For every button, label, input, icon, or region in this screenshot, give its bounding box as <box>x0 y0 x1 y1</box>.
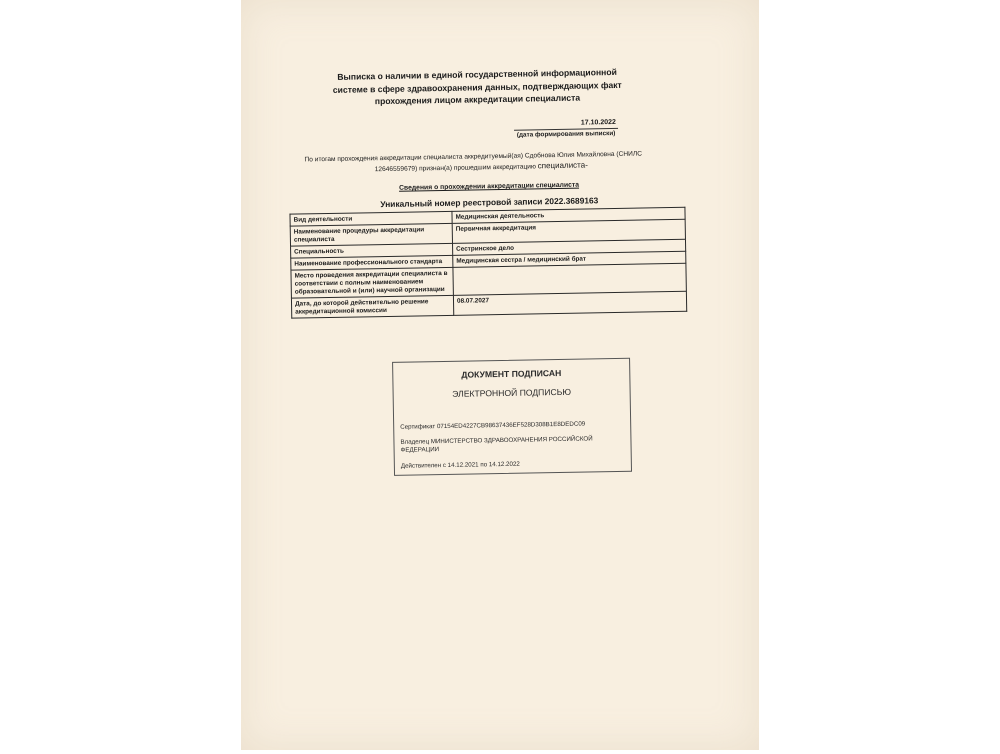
row-label: Место проведения аккредитации специалиста в соответствии с полным наименованием образовательной и (или) научной организации <box>291 267 453 298</box>
stamp-owner: Владелец МИНИСТЕРСТВО ЗДРАВООХРАНЕНИЯ РОССИЙСКОЙ ФЕДЕРАЦИИ <box>400 435 593 454</box>
document-content <box>236 0 767 754</box>
intro-paragraph <box>304 149 664 176</box>
document-page <box>241 0 759 750</box>
intro-line-2-text: 12646559679) признан(а) прошедшим аккредитацию <box>374 163 538 174</box>
accreditation-table <box>289 207 687 319</box>
issue-date-caption: (дата формирования выписки) <box>516 129 616 139</box>
row-label: Дата, до которой действительно решение аккредитационной комиссии <box>291 295 453 318</box>
row-value: 08.07.2027 <box>453 291 686 315</box>
stamp-heading-signed: ДОКУМЕНТ ПОДПИСАН <box>461 367 562 380</box>
title-line: Выписка о наличии в единой государственной информационной <box>337 66 617 82</box>
issue-date: 17.10.2022 <box>580 118 616 127</box>
stamp-certificate: Сертификат 07154ED4227CB98637436EF528D308B1E8DEDC09 <box>400 420 586 431</box>
row-value: Первичная аккредитация <box>452 219 685 243</box>
stamp-validity: Действителен с 14.12.2021 по 14.12.2022 <box>400 460 520 470</box>
intro-line-1: По итогам прохождения аккредитации специалиста аккредитуемый(ая) Сдобнова Юлия Михайловна (СНИЛС <box>304 150 643 164</box>
stamp-heading-electronic: ЭЛЕКТРОННОЙ ПОДПИСЬЮ <box>452 386 572 399</box>
title-line: прохождения лицом аккредитации специалиста <box>374 92 581 107</box>
section-heading: Сведения о прохождении аккредитации специалиста <box>398 181 580 192</box>
row-label: Вид деятельности <box>290 211 452 226</box>
row-label: Специальность <box>291 243 453 258</box>
electronic-signature-stamp <box>392 358 632 476</box>
row-value: Медицинская сестра / медицинский брат <box>453 251 686 267</box>
row-value: Медицинская деятельность <box>452 207 685 223</box>
row-label: Наименование процедуры аккредитации специалиста <box>290 223 452 246</box>
document-title <box>327 66 628 109</box>
title-line: системе в сфере здравоохранения данных, подтверждающих факт <box>332 79 622 95</box>
intro-line-2-specialist: специалиста- <box>537 160 588 171</box>
row-value: Сестринское дело <box>453 239 686 255</box>
row-label: Наименование профессионального стандарта <box>291 255 453 270</box>
row-value <box>453 263 686 295</box>
registry-number: Уникальный номер реестровой записи 2022.3689163 <box>380 195 599 210</box>
